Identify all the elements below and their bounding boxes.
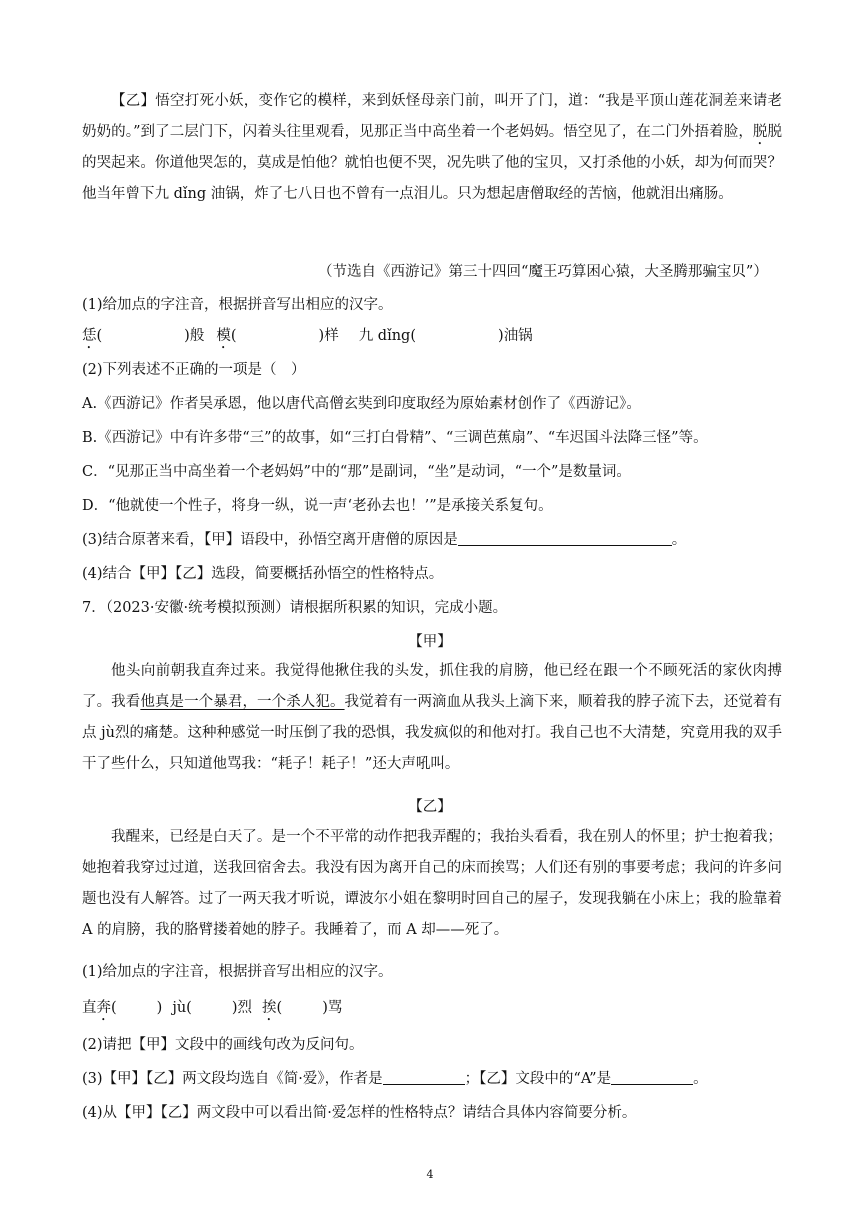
passage-source: （节选自《西游记》第三十四回“魔王巧算困心猿，大圣腾那骗宝贝”） <box>318 264 768 280</box>
question-4: (4)结合【甲】【乙】选段，简要概括孙悟空的性格特点。 <box>82 566 444 582</box>
question-2-prompt: (2)下列表述不正确的一项是（ ） <box>82 362 306 378</box>
option-d: D．“他就使一个性子，将身一纵，说一声‘老孙去也！’”是承接关系复句。 <box>82 498 553 514</box>
question-7-3: (3)【甲】【乙】两文段均选自《简·爱》，作者是 ；【乙】文段中的“A”是 。 <box>82 1071 708 1087</box>
underlined-sentence: 他真是一个暴君，一个杀人犯。 <box>140 694 345 710</box>
answer-blank[interactable] <box>458 545 672 546</box>
option-a: A.《西游记》作者吴承恩，他以唐代高僧玄奘到印度取经为原始素材创作了《西游记》。 <box>82 396 641 412</box>
question-7-2: (2)请把【甲】文段中的画线句改为反问句。 <box>82 1037 364 1053</box>
passage-jia-heading: 【甲】 <box>408 634 452 650</box>
answer-blank-a[interactable] <box>611 1084 693 1085</box>
passage-xiyouji: 【乙】悟空打死小妖，变作它的模样，来到妖怪母亲门前，叫开了门，道：“我是平顶山莲花洞差来请老奶奶的。”到了二层门下，闪着头往里观看，见那正当中高坐着一个老妈妈。悟空见了，在二门外捂着脸，脱脱的哭起来。你道他哭怎的，莫成是怕他？就怕也便不哭，况先哄了他的宝贝，又打杀他的小妖，却为何而哭？他当年曾下九 dǐng 油锅，炸了七八日也不曾有一点泪儿。只为想起唐僧取经的苦恼，他就泪出痛肠。 <box>82 93 783 202</box>
question-7-heading: 7．（2023·安徽·统考模拟预测）请根据所积累的知识，完成小题。 <box>82 600 508 616</box>
question-1-items: 恁( )般 模( )样 九 dǐng( )油锅 <box>82 328 533 344</box>
dotted-char: 模 <box>216 328 231 344</box>
question-1-prompt: (1)给加点的字注音，根据拼音写出相应的汉字。 <box>82 297 393 313</box>
page-number: 4 <box>426 1168 434 1181</box>
passage-yi-label: 【乙】 <box>111 93 156 109</box>
passage-yi-heading: 【乙】 <box>408 799 452 815</box>
answer-blank-author[interactable] <box>383 1084 465 1085</box>
passage-jane-eyre-yi: 我醒来，已经是白天了。是一个不平常的动作把我弄醒的；我抬头看看，我在别人的怀里；护士抱着我；她抱着我穿过过道，送我回宿舍去。我没有因为离开自己的床而挨骂；人们还有别的事要考虑；我问的许多问题也没有人解答。过了一两天我才听说，谭波尔小姐在黎明时回自己的屋子，发现我躺在小床上；我的脸靠着 A 的肩膀，我的胳臂搂着她的脖子。我睡着了，而 A 却——死了。 <box>82 829 782 938</box>
dotted-char: 恁 <box>82 328 97 344</box>
question-7-4: (4)从【甲】【乙】两文段中可以看出简·爱怎样的性格特点？请结合具体内容简要分析。 <box>82 1105 637 1121</box>
passage-jane-eyre-jia: 他头向前朝我直奔过来。我觉得他揪住我的头发，抓住我的肩膀，他已经在跟一个不顾死活的家伙肉搏了。我看他真是一个暴君，一个杀人犯。我觉着有一两滴血从我头上滴下来，顺着我的脖子流下去，还觉着有点 jù烈的痛楚。这种种感觉一时压倒了我的恐惧，我发疯似的和他对打。我自己也不大清楚，究竟用我的双手干了些什么，只知道他骂我：“耗子！耗子！”还大声吼叫。 <box>82 663 783 772</box>
dotted-char: 奔 <box>96 1000 111 1016</box>
option-b: B.《西游记》中有许多带“三”的故事，如“三打白骨精”、“三调芭蕉扇”、“车迟国斗法降三怪”等。 <box>82 430 708 446</box>
dotted-char: 挨 <box>262 1000 277 1016</box>
question-7-1-items: 直奔( ) jù( )烈 挨( )骂 <box>82 1000 343 1016</box>
question-3: (3)结合原著来看，【甲】语段中，孙悟空离开唐僧的原因是 。 <box>82 532 687 548</box>
dotted-char: 脱 <box>752 124 768 140</box>
option-c: C．“见那正当中高坐着一个老妈妈”中的“那”是副词，“坐”是动词，“一个”是数量词。 <box>82 464 631 480</box>
question-7-1-prompt: (1)给加点的字注音，根据拼音写出相应的汉字。 <box>82 964 393 980</box>
